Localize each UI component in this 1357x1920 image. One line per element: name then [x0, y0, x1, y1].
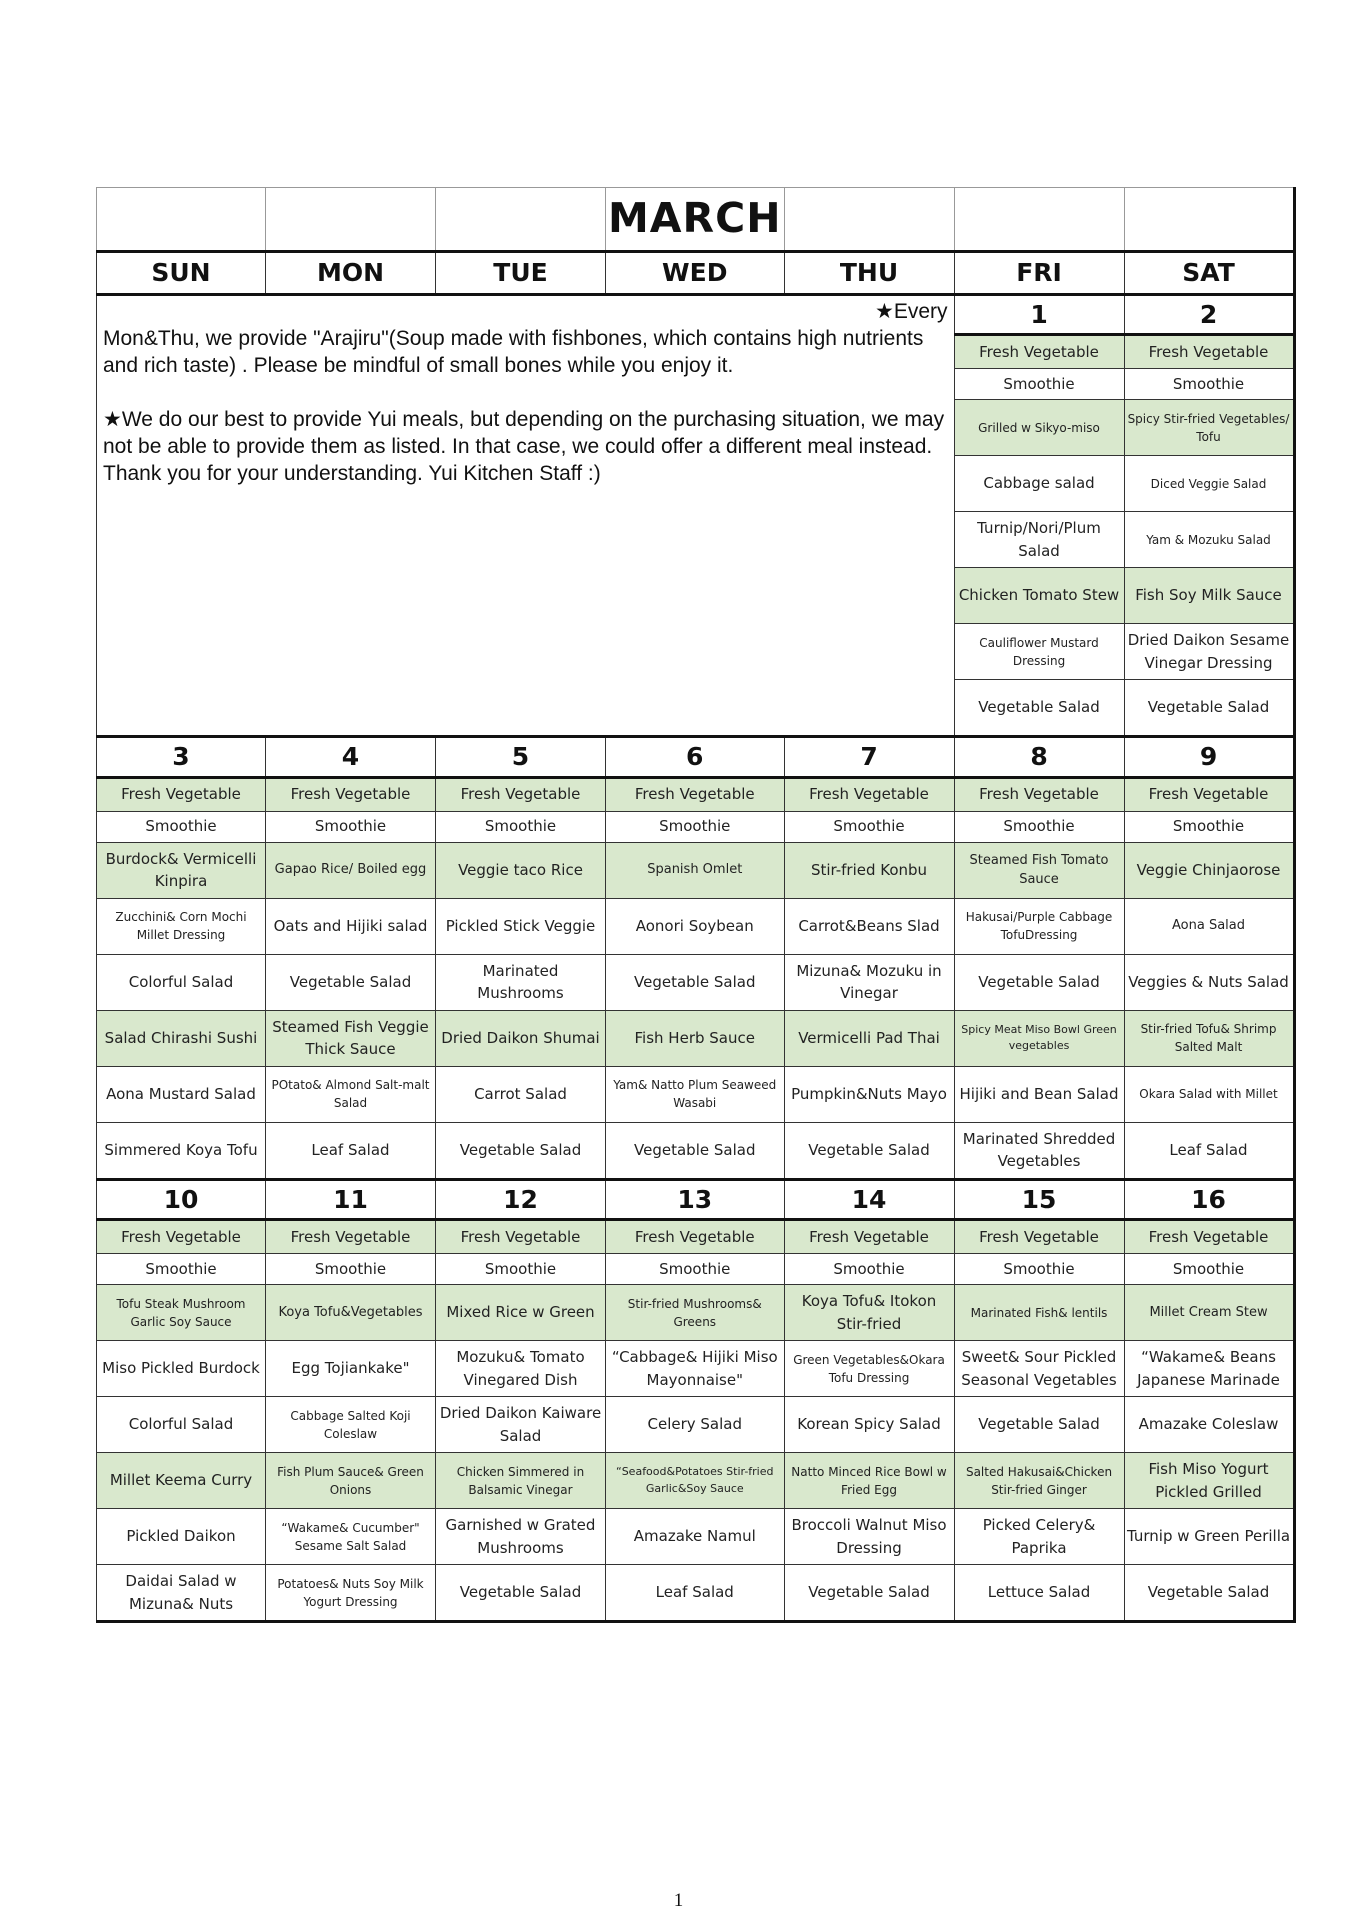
- meal-cell: Fresh Vegetable: [1124, 777, 1294, 811]
- meal-cell: Potatoes& Nuts Soy Milk Yogurt Dressing: [266, 1565, 436, 1622]
- meal-cell: Smoothie: [436, 1254, 606, 1285]
- meal-cell: Smoothie: [606, 1254, 785, 1285]
- date-number: 2: [1124, 294, 1294, 335]
- day-header-mon: MON: [266, 251, 436, 294]
- meal-cell: Smoothie: [784, 1254, 954, 1285]
- meal-cell: Vegetable Salad: [606, 954, 785, 1010]
- meal-cell: Fresh Vegetable: [954, 777, 1124, 811]
- day-header-sun: SUN: [97, 251, 266, 294]
- page-number: 1: [673, 1890, 684, 1911]
- meal-cell: Dried Daikon Shumai: [436, 1010, 606, 1066]
- meal-cell: Smoothie: [266, 1254, 436, 1285]
- meal-cell: Okara Salad with Millet: [1124, 1066, 1294, 1122]
- meal-cell: Fresh Vegetable: [954, 1220, 1124, 1254]
- meal-cell: “Seafood&Potatoes Stir-fried Garlic&Soy Sauce: [606, 1453, 785, 1509]
- meal-cell: Steamed Fish Tomato Sauce: [954, 842, 1124, 898]
- meal-cell: Diced Veggie Salad: [1124, 456, 1294, 512]
- meal-cell: Egg Tojiankake": [266, 1341, 436, 1397]
- date-number: 8: [954, 737, 1124, 778]
- meal-cell: Garnished w Grated Mushrooms: [436, 1509, 606, 1565]
- notes-arajiru: Mon&Thu, we provide "Arajiru"(Soup made with fishbones, which contains high nutrients and rich taste) . Please be mindful of small bones while you enjoy it.: [103, 326, 924, 377]
- meal-cell: Carrot Salad: [436, 1066, 606, 1122]
- meal-cell: Salted Hakusai&Chicken Stir-fried Ginger: [954, 1453, 1124, 1509]
- meal-cell: Smoothie: [1124, 811, 1294, 842]
- meal-cell: Yam& Natto Plum Seaweed Wasabi: [606, 1066, 785, 1122]
- title-blank-cell: [954, 188, 1124, 252]
- meal-cell: Fresh Vegetable: [436, 777, 606, 811]
- meal-cell: Fresh Vegetable: [97, 777, 266, 811]
- date-number: 4: [266, 737, 436, 778]
- date-number: 9: [1124, 737, 1294, 778]
- meal-cell: Vegetable Salad: [1124, 680, 1294, 737]
- meal-cell: Smoothie: [266, 811, 436, 842]
- day-header-wed: WED: [606, 251, 785, 294]
- meal-cell: Stir-fried Mushrooms& Greens: [606, 1285, 785, 1341]
- meal-cell: Koya Tofu&Vegetables: [266, 1285, 436, 1341]
- meal-cell: Spicy Stir-fried Vegetables/ Tofu: [1124, 400, 1294, 456]
- meal-cell: Chicken Simmered in Balsamic Vinegar: [436, 1453, 606, 1509]
- meal-cell: Smoothie: [954, 811, 1124, 842]
- calendar-title: MARCH: [606, 188, 785, 252]
- meal-cell: Marinated Mushrooms: [436, 954, 606, 1010]
- date-number: 6: [606, 737, 785, 778]
- meal-cell: Vegetable Salad: [954, 680, 1124, 737]
- meal-cell: Leaf Salad: [606, 1565, 785, 1622]
- day-header-thu: THU: [784, 251, 954, 294]
- meal-cell: Smoothie: [784, 811, 954, 842]
- meal-cell: Natto Minced Rice Bowl w Fried Egg: [784, 1453, 954, 1509]
- title-blank-cell: [436, 188, 606, 252]
- meal-cell: Celery Salad: [606, 1397, 785, 1453]
- meal-cell: Spanish Omlet: [606, 842, 785, 898]
- meal-cell: Fresh Vegetable: [784, 777, 954, 811]
- meal-cell: Pickled Daikon: [97, 1509, 266, 1565]
- menu-calendar: [96, 187, 1296, 1623]
- meal-cell: Smoothie: [606, 811, 785, 842]
- meal-cell: Smoothie: [1124, 1254, 1294, 1285]
- meal-cell: Fresh Vegetable: [784, 1220, 954, 1254]
- meal-cell: Cabbage Salted Koji Coleslaw: [266, 1397, 436, 1453]
- meal-cell: Burdock& Vermicelli Kinpira: [97, 842, 266, 898]
- meal-cell: Smoothie: [436, 811, 606, 842]
- meal-cell: Carrot&Beans Slad: [784, 898, 954, 954]
- meal-cell: Yam & Mozuku Salad: [1124, 512, 1294, 568]
- meal-cell: Stir-fried Konbu: [784, 842, 954, 898]
- meal-cell: Koya Tofu& Itokon Stir-fried: [784, 1285, 954, 1341]
- meal-cell: Zucchini& Corn Mochi Millet Dressing: [97, 898, 266, 954]
- notes-block: [97, 294, 955, 737]
- meal-cell: Vermicelli Pad Thai: [784, 1010, 954, 1066]
- date-number: 7: [784, 737, 954, 778]
- meal-cell: Smoothie: [97, 1254, 266, 1285]
- meal-cell: Lettuce Salad: [954, 1565, 1124, 1622]
- meal-cell: Vegetable Salad: [784, 1565, 954, 1622]
- title-blank-cell: [784, 188, 954, 252]
- meal-cell: Fish Plum Sauce& Green Onions: [266, 1453, 436, 1509]
- meal-cell: Amazake Namul: [606, 1509, 785, 1565]
- notes-line-every: ★Every: [875, 299, 948, 323]
- meal-cell: Vegetable Salad: [266, 954, 436, 1010]
- meal-cell: Green Vegetables&Okara Tofu Dressing: [784, 1341, 954, 1397]
- meal-cell: Fresh Vegetable: [436, 1220, 606, 1254]
- date-number: 3: [97, 737, 266, 778]
- meal-cell: Veggies & Nuts Salad: [1124, 954, 1294, 1010]
- meal-cell: Smoothie: [1124, 369, 1294, 400]
- meal-cell: “Wakame& Beans Japanese Marinade: [1124, 1341, 1294, 1397]
- meal-cell: POtato& Almond Salt-malt Salad: [266, 1066, 436, 1122]
- meal-cell: Colorful Salad: [97, 1397, 266, 1453]
- meal-cell: Marinated Shredded Vegetables: [954, 1122, 1124, 1179]
- date-number: 16: [1124, 1179, 1294, 1220]
- title-blank-cell: [97, 188, 266, 252]
- title-blank-cell: [266, 188, 436, 252]
- meal-cell: Smoothie: [954, 1254, 1124, 1285]
- meal-cell: Mozuku& Tomato Vinegared Dish: [436, 1341, 606, 1397]
- meal-cell: Marinated Fish& lentils: [954, 1285, 1124, 1341]
- meal-cell: Vegetable Salad: [784, 1122, 954, 1179]
- meal-cell: Vegetable Salad: [606, 1122, 785, 1179]
- meal-cell: Oats and Hijiki salad: [266, 898, 436, 954]
- day-header-tue: TUE: [436, 251, 606, 294]
- meal-cell: Fresh Vegetable: [266, 777, 436, 811]
- meal-cell: Fish Herb Sauce: [606, 1010, 785, 1066]
- meal-cell: Vegetable Salad: [436, 1122, 606, 1179]
- meal-cell: Simmered Koya Tofu: [97, 1122, 266, 1179]
- meal-cell: Cauliflower Mustard Dressing: [954, 624, 1124, 680]
- meal-cell: Aona Mustard Salad: [97, 1066, 266, 1122]
- meal-cell: Fresh Vegetable: [606, 777, 785, 811]
- meal-cell: Leaf Salad: [1124, 1122, 1294, 1179]
- meal-cell: Pickled Stick Veggie: [436, 898, 606, 954]
- meal-cell: Fresh Vegetable: [266, 1220, 436, 1254]
- meal-cell: Tofu Steak Mushroom Garlic Soy Sauce: [97, 1285, 266, 1341]
- meal-cell: Salad Chirashi Sushi: [97, 1010, 266, 1066]
- meal-cell: Gapao Rice/ Boiled egg: [266, 842, 436, 898]
- meal-cell: Daidai Salad w Mizuna& Nuts: [97, 1565, 266, 1622]
- meal-cell: Hakusai/Purple Cabbage TofuDressing: [954, 898, 1124, 954]
- meal-cell: Steamed Fish Veggie Thick Sauce: [266, 1010, 436, 1066]
- date-number: 10: [97, 1179, 266, 1220]
- meal-cell: Picked Celery& Paprika: [954, 1509, 1124, 1565]
- meal-cell: Grilled w Sikyo-miso: [954, 400, 1124, 456]
- meal-cell: Turnip/Nori/Plum Salad: [954, 512, 1124, 568]
- meal-cell: Smoothie: [954, 369, 1124, 400]
- notes-spacer: [103, 379, 948, 406]
- meal-cell: Aonori Soybean: [606, 898, 785, 954]
- day-header-sat: SAT: [1124, 251, 1294, 294]
- day-header-fri: FRI: [954, 251, 1124, 294]
- meal-cell: Fresh Vegetable: [97, 1220, 266, 1254]
- meal-cell: Millet Cream Stew: [1124, 1285, 1294, 1341]
- notes-disclaimer: ★We do our best to provide Yui meals, but depending on the purchasing situation, we may not be able to provide them as listed. In that case, we could offer a different meal instead. Thank you for your understanding. Yui Kitchen Staff :): [103, 407, 945, 485]
- meal-cell: Vegetable Salad: [1124, 1565, 1294, 1622]
- meal-cell: Chicken Tomato Stew: [954, 568, 1124, 624]
- date-number: 13: [606, 1179, 785, 1220]
- meal-cell: Vegetable Salad: [436, 1565, 606, 1622]
- meal-cell: Cabbage salad: [954, 456, 1124, 512]
- meal-cell: Hijiki and Bean Salad: [954, 1066, 1124, 1122]
- date-number: 1: [954, 294, 1124, 335]
- meal-cell: Fish Soy Milk Sauce: [1124, 568, 1294, 624]
- date-number: 12: [436, 1179, 606, 1220]
- meal-cell: Fresh Vegetable: [954, 335, 1124, 369]
- meal-cell: Korean Spicy Salad: [784, 1397, 954, 1453]
- meal-cell: Mizuna& Mozuku in Vinegar: [784, 954, 954, 1010]
- meal-cell: Aona Salad: [1124, 898, 1294, 954]
- meal-cell: Dried Daikon Sesame Vinegar Dressing: [1124, 624, 1294, 680]
- date-number: 15: [954, 1179, 1124, 1220]
- meal-cell: Leaf Salad: [266, 1122, 436, 1179]
- meal-cell: Pumpkin&Nuts Mayo: [784, 1066, 954, 1122]
- meal-cell: Amazake Coleslaw: [1124, 1397, 1294, 1453]
- meal-cell: Mixed Rice w Green: [436, 1285, 606, 1341]
- meal-cell: Fish Miso Yogurt Pickled Grilled: [1124, 1453, 1294, 1509]
- date-number: 5: [436, 737, 606, 778]
- meal-cell: Fresh Vegetable: [1124, 1220, 1294, 1254]
- date-number: 14: [784, 1179, 954, 1220]
- meal-cell: Millet Keema Curry: [97, 1453, 266, 1509]
- meal-cell: Dried Daikon Kaiware Salad: [436, 1397, 606, 1453]
- meal-cell: Veggie Chinjaorose: [1124, 842, 1294, 898]
- date-number: 11: [266, 1179, 436, 1220]
- meal-cell: Fresh Vegetable: [606, 1220, 785, 1254]
- meal-cell: Vegetable Salad: [954, 954, 1124, 1010]
- meal-cell: Sweet& Sour Pickled Seasonal Vegetables: [954, 1341, 1124, 1397]
- meal-cell: Stir-fried Tofu& Shrimp Salted Malt: [1124, 1010, 1294, 1066]
- meal-cell: Smoothie: [97, 811, 266, 842]
- meal-cell: Colorful Salad: [97, 954, 266, 1010]
- meal-cell: Vegetable Salad: [954, 1397, 1124, 1453]
- meal-cell: “Wakame& Cucumber" Sesame Salt Salad: [266, 1509, 436, 1565]
- meal-cell: Broccoli Walnut Miso Dressing: [784, 1509, 954, 1565]
- title-blank-cell: [1124, 188, 1294, 252]
- meal-cell: Spicy Meat Miso Bowl Green vegetables: [954, 1010, 1124, 1066]
- meal-cell: Veggie taco Rice: [436, 842, 606, 898]
- meal-cell: “Cabbage& Hijiki Miso Mayonnaise": [606, 1341, 785, 1397]
- meal-cell: Fresh Vegetable: [1124, 335, 1294, 369]
- meal-cell: Miso Pickled Burdock: [97, 1341, 266, 1397]
- meal-cell: Turnip w Green Perilla: [1124, 1509, 1294, 1565]
